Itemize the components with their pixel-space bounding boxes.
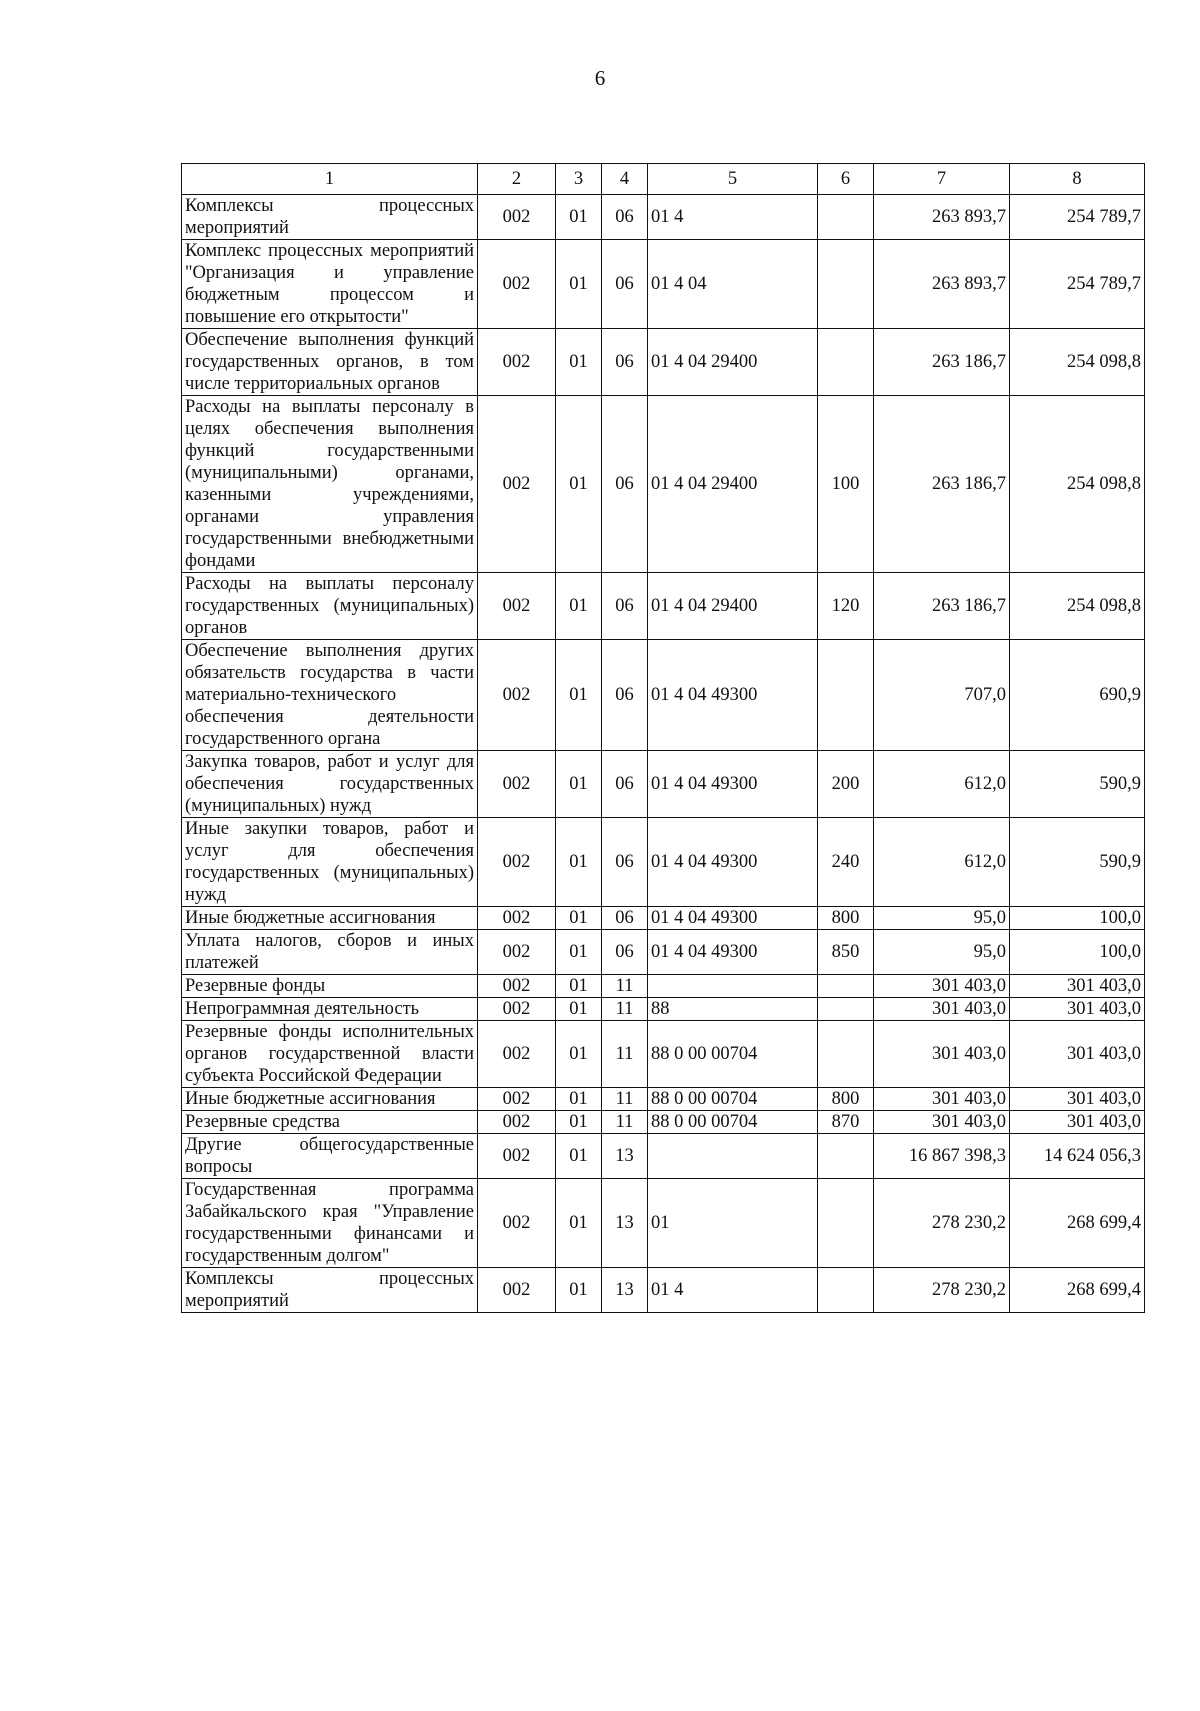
table-row bbox=[182, 998, 1145, 1021]
cell-amount-year1: 263 186,7 bbox=[874, 329, 1010, 396]
cell-amount-year2: 100,0 bbox=[1010, 907, 1145, 930]
cell-subsection: 06 bbox=[602, 573, 648, 640]
cell-section: 01 bbox=[556, 751, 602, 818]
cell-amount-year1: 707,0 bbox=[874, 640, 1010, 751]
cell-subsection: 06 bbox=[602, 818, 648, 907]
cell-target-article: 01 4 04 49300 bbox=[648, 930, 818, 975]
column-header: 7 bbox=[874, 164, 1010, 195]
cell-amount-year1: 278 230,2 bbox=[874, 1268, 1010, 1313]
table-row bbox=[182, 1088, 1145, 1111]
cell-section: 01 bbox=[556, 975, 602, 998]
table-row bbox=[182, 751, 1145, 818]
cell-section: 01 bbox=[556, 1134, 602, 1179]
table-row bbox=[182, 930, 1145, 975]
cell-amount-year2: 301 403,0 bbox=[1010, 1088, 1145, 1111]
cell-subsection: 06 bbox=[602, 240, 648, 329]
cell-section: 01 bbox=[556, 640, 602, 751]
cell-name: Иные закупки товаров, работ и услуг для обеспечения государственных (муниципальных) нужд bbox=[182, 818, 478, 907]
cell-subsection: 06 bbox=[602, 329, 648, 396]
cell-admin-code: 002 bbox=[478, 998, 556, 1021]
cell-section: 01 bbox=[556, 1268, 602, 1313]
cell-section: 01 bbox=[556, 1088, 602, 1111]
cell-name: Обеспечение выполнения других обязательств государства в части материально-технического обеспечения деятельности государственного органа bbox=[182, 640, 478, 751]
cell-subsection: 11 bbox=[602, 998, 648, 1021]
table-row bbox=[182, 1021, 1145, 1088]
cell-amount-year1: 278 230,2 bbox=[874, 1179, 1010, 1268]
cell-admin-code: 002 bbox=[478, 1179, 556, 1268]
cell-target-article: 88 0 00 00704 bbox=[648, 1111, 818, 1134]
cell-subsection: 06 bbox=[602, 396, 648, 573]
cell-section: 01 bbox=[556, 195, 602, 240]
cell-amount-year1: 612,0 bbox=[874, 751, 1010, 818]
cell-amount-year2: 268 699,4 bbox=[1010, 1268, 1145, 1313]
cell-expense-type bbox=[818, 640, 874, 751]
cell-expense-type: 800 bbox=[818, 907, 874, 930]
cell-admin-code: 002 bbox=[478, 1088, 556, 1111]
cell-target-article: 01 4 bbox=[648, 1268, 818, 1313]
cell-amount-year2: 254 098,8 bbox=[1010, 329, 1145, 396]
table-body bbox=[182, 195, 1145, 1313]
cell-expense-type bbox=[818, 329, 874, 396]
cell-amount-year1: 301 403,0 bbox=[874, 1021, 1010, 1088]
cell-subsection: 11 bbox=[602, 1021, 648, 1088]
cell-target-article: 01 4 04 29400 bbox=[648, 396, 818, 573]
cell-admin-code: 002 bbox=[478, 1021, 556, 1088]
cell-admin-code: 002 bbox=[478, 640, 556, 751]
cell-name: Комплексы процессных мероприятий bbox=[182, 1268, 478, 1313]
cell-subsection: 06 bbox=[602, 930, 648, 975]
cell-name: Закупка товаров, работ и услуг для обеспечения государственных (муниципальных) нужд bbox=[182, 751, 478, 818]
cell-expense-type bbox=[818, 975, 874, 998]
cell-expense-type bbox=[818, 195, 874, 240]
table-row bbox=[182, 640, 1145, 751]
header-row bbox=[182, 164, 1145, 195]
page-number: 6 bbox=[594, 66, 606, 90]
cell-subsection: 11 bbox=[602, 1088, 648, 1111]
cell-expense-type bbox=[818, 998, 874, 1021]
cell-target-article: 01 4 04 bbox=[648, 240, 818, 329]
cell-name: Уплата налогов, сборов и иных платежей bbox=[182, 930, 478, 975]
cell-target-article: 88 0 00 00704 bbox=[648, 1088, 818, 1111]
table-row bbox=[182, 1268, 1145, 1313]
cell-amount-year1: 95,0 bbox=[874, 930, 1010, 975]
cell-admin-code: 002 bbox=[478, 195, 556, 240]
cell-amount-year1: 16 867 398,3 bbox=[874, 1134, 1010, 1179]
cell-admin-code: 002 bbox=[478, 1111, 556, 1134]
cell-section: 01 bbox=[556, 818, 602, 907]
cell-subsection: 13 bbox=[602, 1268, 648, 1313]
cell-amount-year1: 301 403,0 bbox=[874, 1088, 1010, 1111]
cell-target-article: 01 4 bbox=[648, 195, 818, 240]
cell-target-article: 01 4 04 49300 bbox=[648, 818, 818, 907]
cell-name: Обеспечение выполнения функций государственных органов, в том числе территориальных органов bbox=[182, 329, 478, 396]
cell-name: Непрограммная деятельность bbox=[182, 998, 478, 1021]
cell-section: 01 bbox=[556, 1021, 602, 1088]
column-header: 5 bbox=[648, 164, 818, 195]
cell-admin-code: 002 bbox=[478, 907, 556, 930]
cell-subsection: 13 bbox=[602, 1134, 648, 1179]
cell-amount-year2: 254 098,8 bbox=[1010, 396, 1145, 573]
cell-subsection: 06 bbox=[602, 907, 648, 930]
cell-amount-year2: 254 098,8 bbox=[1010, 573, 1145, 640]
cell-subsection: 06 bbox=[602, 195, 648, 240]
cell-amount-year1: 263 186,7 bbox=[874, 396, 1010, 573]
cell-admin-code: 002 bbox=[478, 930, 556, 975]
column-header: 8 bbox=[1010, 164, 1145, 195]
cell-expense-type: 240 bbox=[818, 818, 874, 907]
cell-target-article: 01 bbox=[648, 1179, 818, 1268]
cell-expense-type: 120 bbox=[818, 573, 874, 640]
cell-admin-code: 002 bbox=[478, 573, 556, 640]
cell-expense-type bbox=[818, 1268, 874, 1313]
cell-expense-type: 100 bbox=[818, 396, 874, 573]
table-row bbox=[182, 240, 1145, 329]
cell-name: Расходы на выплаты персоналу в целях обеспечения выполнения функций государственными (муниципальными) органами, казенными учреждениями, органами управления государственными внебюджетными фондами bbox=[182, 396, 478, 573]
cell-amount-year2: 590,9 bbox=[1010, 818, 1145, 907]
cell-amount-year2: 100,0 bbox=[1010, 930, 1145, 975]
cell-section: 01 bbox=[556, 930, 602, 975]
cell-expense-type bbox=[818, 1134, 874, 1179]
cell-expense-type: 200 bbox=[818, 751, 874, 818]
table-row bbox=[182, 975, 1145, 998]
table-row bbox=[182, 818, 1145, 907]
cell-amount-year2: 254 789,7 bbox=[1010, 240, 1145, 329]
cell-admin-code: 002 bbox=[478, 1134, 556, 1179]
cell-subsection: 13 bbox=[602, 1179, 648, 1268]
table-row bbox=[182, 396, 1145, 573]
cell-name: Резервные фонды исполнительных органов государственной власти субъекта Российской Федерации bbox=[182, 1021, 478, 1088]
cell-amount-year1: 95,0 bbox=[874, 907, 1010, 930]
column-header: 4 bbox=[602, 164, 648, 195]
cell-subsection: 06 bbox=[602, 751, 648, 818]
column-header: 3 bbox=[556, 164, 602, 195]
cell-name: Другие общегосударственные вопросы bbox=[182, 1134, 478, 1179]
cell-amount-year2: 301 403,0 bbox=[1010, 1021, 1145, 1088]
cell-amount-year1: 301 403,0 bbox=[874, 1111, 1010, 1134]
cell-target-article: 88 bbox=[648, 998, 818, 1021]
cell-section: 01 bbox=[556, 240, 602, 329]
cell-section: 01 bbox=[556, 573, 602, 640]
cell-admin-code: 002 bbox=[478, 975, 556, 998]
cell-section: 01 bbox=[556, 396, 602, 573]
cell-amount-year2: 301 403,0 bbox=[1010, 998, 1145, 1021]
cell-section: 01 bbox=[556, 998, 602, 1021]
cell-name: Комплекс процессных мероприятий "Организация и управление бюджетным процессом и повышение его открытости" bbox=[182, 240, 478, 329]
table-row bbox=[182, 1179, 1145, 1268]
cell-section: 01 bbox=[556, 1179, 602, 1268]
cell-amount-year1: 263 186,7 bbox=[874, 573, 1010, 640]
cell-name: Государственная программа Забайкальского края "Управление государственными финансами и государственным долгом" bbox=[182, 1179, 478, 1268]
cell-expense-type: 800 bbox=[818, 1088, 874, 1111]
cell-amount-year1: 263 893,7 bbox=[874, 195, 1010, 240]
cell-amount-year2: 590,9 bbox=[1010, 751, 1145, 818]
table-row bbox=[182, 1134, 1145, 1179]
column-header: 1 bbox=[182, 164, 478, 195]
cell-section: 01 bbox=[556, 1111, 602, 1134]
cell-section: 01 bbox=[556, 329, 602, 396]
cell-expense-type bbox=[818, 1179, 874, 1268]
cell-amount-year2: 301 403,0 bbox=[1010, 1111, 1145, 1134]
cell-admin-code: 002 bbox=[478, 396, 556, 573]
cell-amount-year1: 301 403,0 bbox=[874, 998, 1010, 1021]
cell-admin-code: 002 bbox=[478, 1268, 556, 1313]
cell-subsection: 11 bbox=[602, 1111, 648, 1134]
cell-target-article bbox=[648, 975, 818, 998]
cell-admin-code: 002 bbox=[478, 329, 556, 396]
cell-target-article: 01 4 04 29400 bbox=[648, 573, 818, 640]
cell-admin-code: 002 bbox=[478, 240, 556, 329]
cell-amount-year2: 690,9 bbox=[1010, 640, 1145, 751]
cell-expense-type: 850 bbox=[818, 930, 874, 975]
column-header: 6 bbox=[818, 164, 874, 195]
cell-target-article: 01 4 04 29400 bbox=[648, 329, 818, 396]
cell-name: Иные бюджетные ассигнования bbox=[182, 1088, 478, 1111]
cell-target-article: 01 4 04 49300 bbox=[648, 907, 818, 930]
cell-amount-year1: 612,0 bbox=[874, 818, 1010, 907]
cell-section: 01 bbox=[556, 907, 602, 930]
cell-amount-year1: 301 403,0 bbox=[874, 975, 1010, 998]
cell-expense-type bbox=[818, 240, 874, 329]
table-row bbox=[182, 907, 1145, 930]
cell-subsection: 11 bbox=[602, 975, 648, 998]
cell-expense-type: 870 bbox=[818, 1111, 874, 1134]
cell-admin-code: 002 bbox=[478, 818, 556, 907]
cell-amount-year2: 14 624 056,3 bbox=[1010, 1134, 1145, 1179]
cell-target-article: 88 0 00 00704 bbox=[648, 1021, 818, 1088]
cell-target-article: 01 4 04 49300 bbox=[648, 640, 818, 751]
cell-admin-code: 002 bbox=[478, 751, 556, 818]
cell-name: Резервные фонды bbox=[182, 975, 478, 998]
cell-target-article bbox=[648, 1134, 818, 1179]
cell-amount-year2: 301 403,0 bbox=[1010, 975, 1145, 998]
cell-name: Резервные средства bbox=[182, 1111, 478, 1134]
cell-name: Расходы на выплаты персоналу государственных (муниципальных) органов bbox=[182, 573, 478, 640]
table-row bbox=[182, 1111, 1145, 1134]
cell-amount-year1: 263 893,7 bbox=[874, 240, 1010, 329]
budget-table bbox=[181, 163, 1145, 1313]
cell-name: Комплексы процессных мероприятий bbox=[182, 195, 478, 240]
cell-subsection: 06 bbox=[602, 640, 648, 751]
table-row bbox=[182, 195, 1145, 240]
cell-target-article: 01 4 04 49300 bbox=[648, 751, 818, 818]
cell-expense-type bbox=[818, 1021, 874, 1088]
cell-amount-year2: 254 789,7 bbox=[1010, 195, 1145, 240]
cell-amount-year2: 268 699,4 bbox=[1010, 1179, 1145, 1268]
column-header: 2 bbox=[478, 164, 556, 195]
cell-name: Иные бюджетные ассигнования bbox=[182, 907, 478, 930]
table-row bbox=[182, 329, 1145, 396]
table-row bbox=[182, 573, 1145, 640]
